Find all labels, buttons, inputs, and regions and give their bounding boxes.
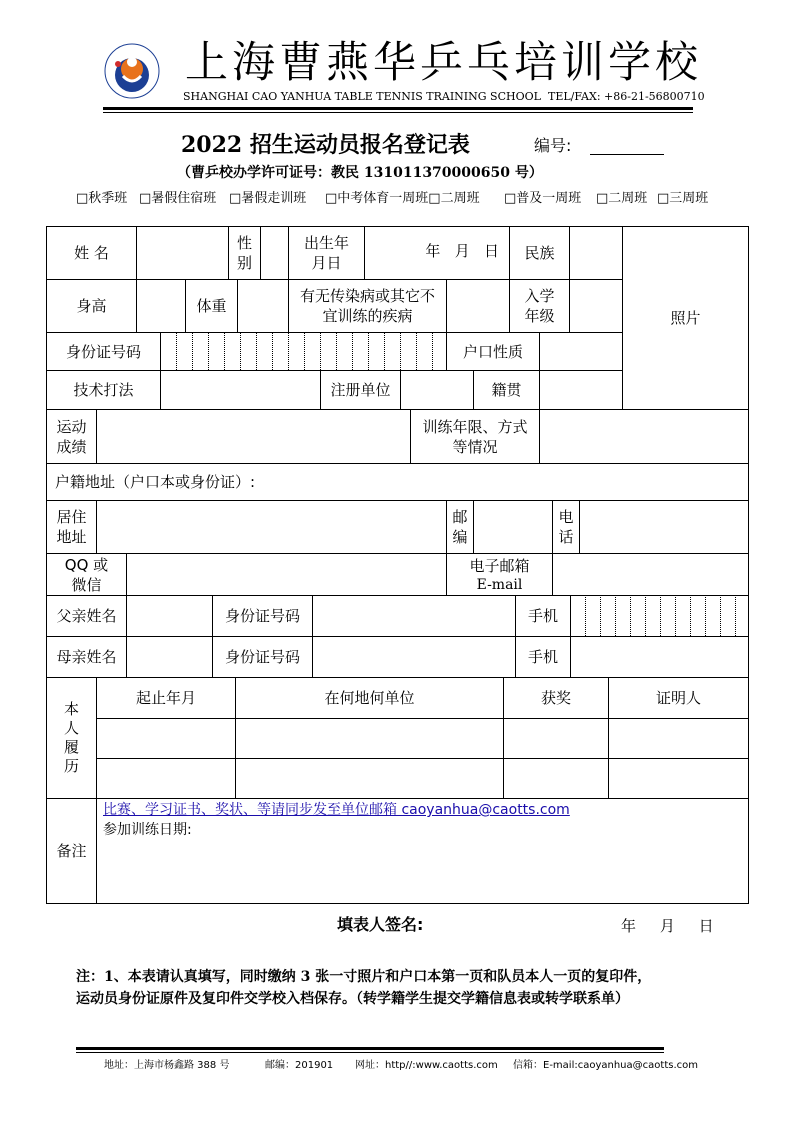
- period-header: 起止年月: [135, 689, 196, 707]
- father-mobile-field[interactable]: [571, 596, 748, 636]
- name-field[interactable]: [137, 227, 228, 279]
- mother-name-field[interactable]: [127, 637, 212, 677]
- weight-field[interactable]: [238, 280, 288, 332]
- mother-id-field[interactable]: [313, 637, 515, 677]
- email-label-en: E-mail: [476, 576, 523, 593]
- father-id-field[interactable]: [313, 596, 515, 636]
- training-date-field[interactable]: 参加训练日期:: [103, 822, 192, 838]
- id-number-label: 身份证号码: [65, 342, 141, 361]
- remark-email-link[interactable]: 比赛、学习证书、奖状、等请同步发至单位邮箱 caoyanhua@caotts.com: [103, 802, 570, 818]
- birth-date-field[interactable]: 年 月 日: [425, 242, 499, 260]
- native-label: 籍贯: [491, 381, 522, 399]
- note-line-2: 运动员身份证原件及复印件交学校入档保存。（转学籍学生提交学籍信息表或转学联系单）: [76, 991, 629, 1007]
- reg-unit-label: 注册单位: [330, 381, 391, 399]
- mother-mobile-label: 手机: [527, 648, 558, 666]
- father-name-field[interactable]: [127, 596, 212, 636]
- birth-label: 出生年月日: [303, 234, 349, 272]
- class-option[interactable]: □中考体育一周班□二周班: [325, 191, 480, 206]
- class-option[interactable]: □暑假走训班: [229, 191, 307, 206]
- footer-website[interactable]: 网址：http//:www.caotts.com: [355, 1060, 498, 1071]
- height-field[interactable]: [137, 280, 185, 332]
- disease-field[interactable]: [447, 280, 509, 332]
- technique-field[interactable]: [161, 371, 320, 409]
- resume-row-1[interactable]: [97, 719, 748, 758]
- hukou-type-label: 户口性质: [462, 342, 523, 361]
- class-option[interactable]: □普及一周班: [504, 191, 582, 206]
- header-rule-thin: [103, 112, 693, 113]
- class-option[interactable]: □秋季班: [76, 191, 128, 206]
- qq-field[interactable]: [127, 554, 446, 595]
- class-option[interactable]: □三周班: [657, 191, 709, 206]
- grade-field[interactable]: [570, 280, 622, 332]
- email-field[interactable]: [553, 554, 748, 595]
- mother-label: 母亲姓名: [56, 648, 117, 666]
- training-field[interactable]: [540, 410, 748, 463]
- license-number: （曹乒校办学许可证号：教民 131011370000650 号）: [177, 165, 543, 181]
- phone-field[interactable]: [580, 501, 748, 553]
- qq-label: QQ 或微信: [64, 555, 109, 594]
- header-rule: [103, 107, 693, 110]
- ethnic-label: 民族: [524, 244, 555, 262]
- mother-mobile-field[interactable]: [571, 637, 748, 677]
- telfax: TEL/FAX: +86-21-56800710: [548, 90, 705, 103]
- class-option[interactable]: □二周班: [596, 191, 648, 206]
- residence-field[interactable]: [97, 501, 446, 553]
- remarks-label: 备注: [56, 842, 87, 860]
- footer-postcode: 邮编：201901: [265, 1060, 334, 1071]
- email-label: [447, 554, 552, 595]
- postcode-label: 邮编: [452, 508, 468, 546]
- footer-rule-thin: [76, 1052, 664, 1053]
- where-unit-header: 在何地何单位: [324, 689, 415, 707]
- father-label: 父亲姓名: [56, 607, 117, 625]
- school-logo: [103, 42, 161, 100]
- note-line-1: 注：1、本表请认真填写，同时缴纳 3 张一寸照片和户口本第一页和队员本人一页的复印件，: [76, 969, 652, 985]
- number-field[interactable]: [590, 154, 664, 155]
- email-label-cn: 电子邮箱: [469, 556, 530, 575]
- sport-results-label: 运动成绩: [56, 417, 87, 456]
- sport-results-field[interactable]: [97, 410, 410, 463]
- school-name-cn: 上海曹燕华乒乓培训学校: [185, 38, 702, 88]
- id-number-field[interactable]: [161, 333, 446, 370]
- form-title: 2022 招生运动员报名登记表: [181, 132, 470, 158]
- native-field[interactable]: [540, 371, 622, 409]
- reg-unit-field[interactable]: [401, 371, 473, 409]
- school-name-en: SHANGHAI CAO YANHUA TABLE TENNIS TRAINING SCHOOL: [183, 90, 541, 103]
- signature-date[interactable]: 年 月 日: [621, 917, 714, 935]
- footer-rule: [76, 1047, 664, 1050]
- number-label: 编号:: [534, 136, 572, 155]
- resume-label: 本人履历: [63, 700, 79, 775]
- witness-header: 证明人: [655, 689, 701, 707]
- hukou-address-field[interactable]: 户籍地址（户口本或身份证）:: [55, 473, 256, 491]
- phone-label: 电话: [558, 508, 574, 546]
- award-header: 获奖: [540, 689, 571, 707]
- father-id-label: 身份证号码: [224, 607, 300, 625]
- hukou-type-field[interactable]: [540, 333, 622, 370]
- residence-label: 居住地址: [56, 508, 87, 546]
- postcode-field[interactable]: [474, 501, 552, 553]
- disease-label: 有无传染病或其它不宜训练的疾病: [299, 287, 435, 325]
- name-label: 姓 名: [74, 244, 109, 262]
- father-mobile-label: 手机: [527, 607, 558, 625]
- grade-label: 入学年级: [524, 287, 555, 325]
- gender-label: 性别: [236, 234, 252, 272]
- footer-email[interactable]: 信箱：E-mail:caoyanhua@caotts.com: [513, 1060, 698, 1071]
- class-option[interactable]: □暑假住宿班: [139, 191, 217, 206]
- mother-id-label: 身份证号码: [224, 648, 300, 666]
- photo-box[interactable]: 照片: [670, 309, 701, 327]
- gender-field[interactable]: [261, 227, 288, 279]
- ethnic-field[interactable]: [570, 227, 622, 279]
- training-label: 训练年限、方式等情况: [422, 417, 528, 456]
- signature-label: 填表人签名:: [337, 915, 424, 934]
- technique-label: 技术打法: [73, 381, 134, 399]
- height-label: 身高: [76, 297, 107, 315]
- footer-address: 地址：上海市杨鑫路 388 号: [104, 1060, 230, 1071]
- weight-label: 体重: [196, 297, 227, 315]
- resume-row-2[interactable]: [97, 759, 748, 798]
